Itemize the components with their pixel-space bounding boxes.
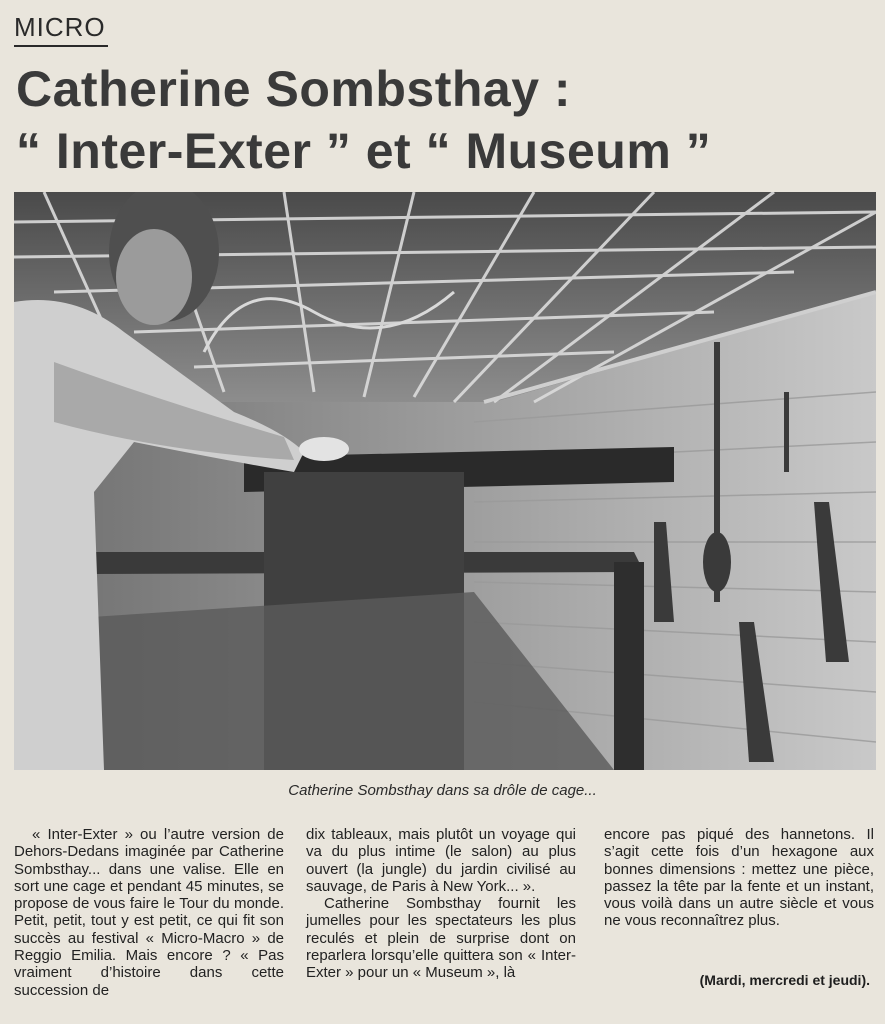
column-2-paragraph-2: Catherine Sombsthay fournit les jumelles pour les spectateurs les plus reculés et plein de surprise dont on reparlera lorsqu’elle quittera son « Inter-Exter » pour un « Museum », là [306,895,576,982]
column-1-text: « Inter-Exter » ou l’autre version de Dehors-Dedans imaginée par Catherine Sombsthay... dans une valise. Elle en sort une cage et pendant 45 minutes, se propose de vous faire le Tour du monde. Petit, petit, tout y est petit, ce qui fit son succès au festival « Micro-Macro » de Reggio Emilia. Mais encore ? « Pas vraiment d’histoire dans cette succession de [14,826,284,999]
column-2-paragraph-1: dix tableaux, mais plutôt un voyage qui va du plus intime (le salon) au plus ouvert (la jungle) du jardin civilisé au sauvage, de Paris à New York... ». [306,826,576,895]
article-column-3 [604,826,874,930]
article-column-2 [306,826,576,982]
article-column-1 [14,826,284,999]
performance-days: (Mardi, mercredi et jeudi). [699,972,870,988]
article-photo [14,192,876,770]
headline-line-1: Catherine Sombsthay : [16,61,572,117]
headline [16,58,876,182]
headline-line-2: “ Inter-Exter ” et “ Museum ” [16,123,712,179]
section-rubric: MICRO [14,12,108,47]
photo-caption: Catherine Sombsthay dans sa drôle de cage... [288,782,597,799]
column-3-text: encore pas piqué des hannetons. Il s’agit cette fois d’un hexagone aux bonnes dimensions : mettez une pièce, passez la tête par la fente et un instant, vous voilà dans un autre siècle et vous ne vous reconnaîtrez plus. [604,826,874,930]
photo-illustration [14,192,876,770]
